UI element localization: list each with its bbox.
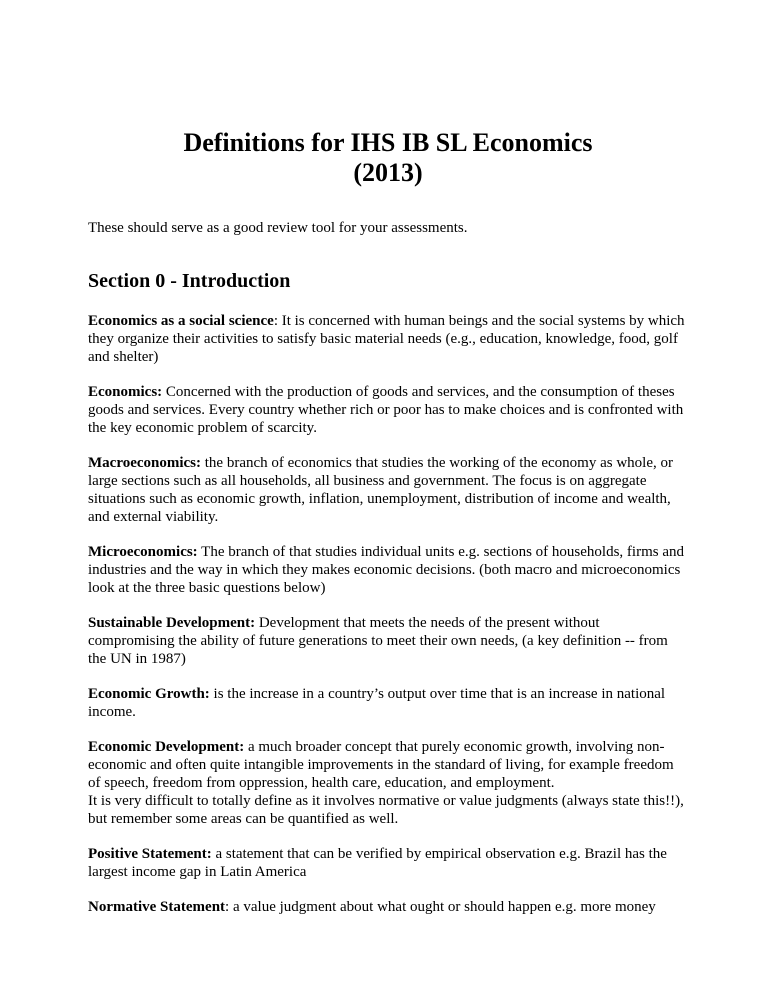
document-title — [88, 128, 688, 188]
definition-positive-statement — [88, 845, 688, 881]
document-title-line2: (2013) — [353, 158, 423, 187]
definition-term: Economic Development: — [88, 739, 245, 755]
definition-term: Economic Growth: — [88, 686, 210, 702]
definition-sustainable-development — [88, 614, 688, 668]
definition-text: the branch of economics that studies the working of the economy as whole, or large sections such as all households, all business and government. The focus is on aggregate situations such as economic growth, inflation, unemployment, distribution of income and wealth, and external viability. — [88, 455, 673, 525]
document-title-line1: Definitions for IHS IB SL Economics — [183, 128, 593, 157]
definition-text: is the increase in a country’s output over time that is an increase in national income. — [88, 686, 666, 720]
definition-economic-growth — [88, 685, 688, 721]
definition-text: : It is concerned with human beings and the social systems by which they organize their activities to satisfy basic material needs (e.g., education, knowledge, food, golf and shelter) — [88, 313, 685, 365]
definitions-list — [88, 312, 688, 933]
definition-text: a much broader concept that purely economic growth, involving non-economic and often quite intangible improvements in the standard of living, for example freedom of speech, freedom from oppression, health care, education, and employment. — [88, 739, 674, 791]
definition-economic-development — [88, 738, 688, 828]
definition-term: Positive Statement: — [88, 846, 212, 862]
definition-economics — [88, 383, 688, 437]
intro-text: These should serve as a good review tool for your assessments. — [88, 220, 468, 236]
definition-term: Normative Statement — [88, 899, 226, 915]
definition-term: Macroeconomics: — [88, 455, 202, 471]
definition-term: Economics as a social science — [88, 313, 274, 329]
definition-term: Microeconomics: — [88, 544, 198, 560]
section-heading: Section 0 - Introduction — [88, 270, 291, 292]
definition-text: : a value judgment about what ought or should happen e.g. more money — [225, 899, 656, 915]
definition-text: a statement that can be verified by empirical observation e.g. Brazil has the largest income gap in Latin America — [88, 846, 667, 880]
definition-normative-statement — [88, 898, 688, 916]
definition-macroeconomics — [88, 454, 688, 526]
definition-text: Concerned with the production of goods and services, and the consumption of theses goods and services. Every country whether rich or poor has to make choices and is confronted with the key economic problem of scarcity. — [88, 384, 684, 436]
definition-text-continued: It is very difficult to totally define as it involves normative or value judgments (always state this!!), but remember some areas can be quantified as well. — [88, 793, 684, 827]
definition-text: The branch of that studies individual units e.g. sections of households, firms and industries and the way in which they makes economic decisions. (both macro and microeconomics look at the three basic questions below) — [88, 544, 685, 596]
definition-text: Development that meets the needs of the present without compromising the ability of future generations to meet their own needs, (a key definition -- from the UN in 1987) — [88, 615, 668, 667]
definition-term: Sustainable Development: — [88, 615, 256, 631]
definition-term: Economics: — [88, 384, 163, 400]
definition-microeconomics — [88, 543, 688, 597]
definition-economics-social-science — [88, 312, 688, 366]
